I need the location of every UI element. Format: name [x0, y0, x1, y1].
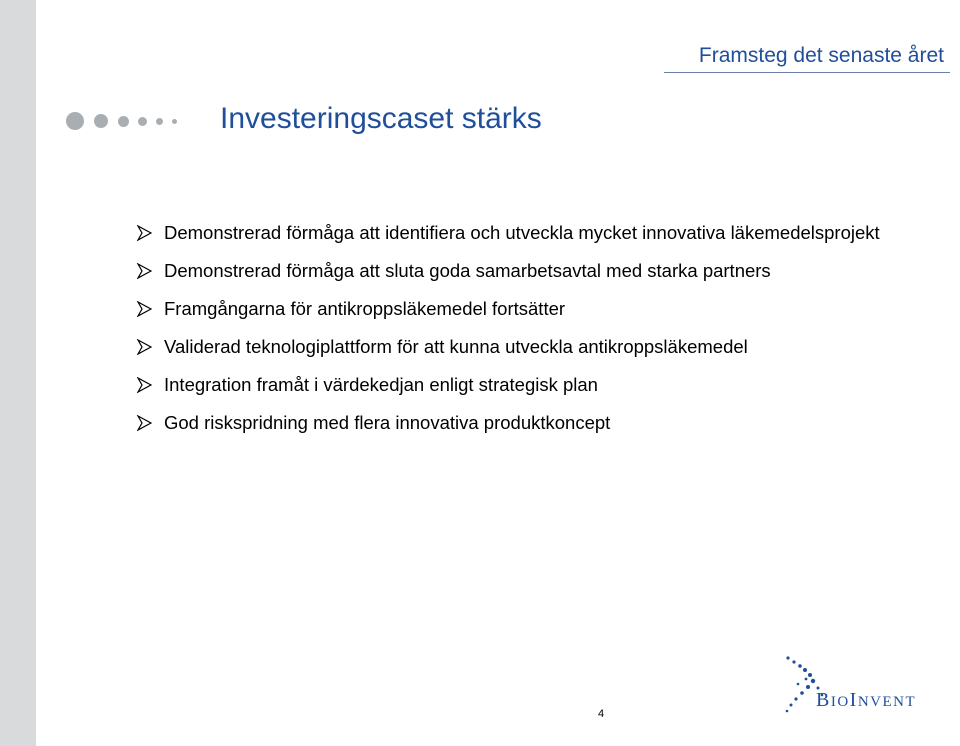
section-tag-underline — [664, 72, 950, 73]
bullet-text: Framgångarna för antikroppsläkemedel fortsätter — [164, 298, 566, 319]
logo-letter-i: I — [849, 689, 858, 711]
dot-icon — [156, 118, 163, 125]
dot-row-icon — [66, 104, 196, 138]
bullet-item — [136, 222, 936, 243]
bullet-item — [136, 374, 936, 395]
bullet-item — [136, 412, 936, 433]
arrow-bullet-icon — [136, 225, 152, 241]
dot-icon — [118, 116, 129, 127]
bullet-item — [136, 260, 936, 281]
bullet-text: God riskspridning med flera innovativa produktkoncept — [164, 412, 611, 433]
bullet-item — [136, 336, 936, 357]
bullet-text: Integration framåt i värdekedjan enligt strategisk plan — [164, 374, 598, 395]
dot-icon — [66, 112, 84, 130]
page-title: Investeringscaset stärks — [220, 102, 542, 135]
logo-letters-nvent: NVENT — [857, 694, 917, 710]
bullet-item — [136, 298, 936, 319]
arrow-bullet-icon — [136, 339, 152, 355]
arrow-bullet-icon — [136, 377, 152, 393]
bullet-text: Validerad teknologiplattform för att kunna utveckla antikroppsläkemedel — [164, 336, 748, 357]
arrow-bullet-icon — [136, 415, 152, 431]
page-number: 4 — [598, 708, 605, 720]
left-sidebar-bar — [0, 0, 36, 746]
dot-icon — [172, 119, 177, 124]
bullet-list — [136, 222, 936, 450]
arrow-bullet-icon — [136, 263, 152, 279]
logo-letter-b: B — [816, 689, 831, 711]
bullet-text: Demonstrerad förmåga att sluta goda samarbetsavtal med starka partners — [164, 260, 771, 281]
logo-letters-io: IO — [830, 694, 850, 710]
arrow-bullet-icon — [136, 301, 152, 317]
bullet-text: Demonstrerad förmåga att identifiera och utveckla mycket innovativa läkemedelsprojekt — [164, 222, 880, 243]
section-tag: Framsteg det senaste året — [698, 44, 944, 67]
bioinvent-logo-text — [816, 689, 916, 712]
dot-icon — [94, 114, 108, 128]
dot-icon — [138, 117, 147, 126]
